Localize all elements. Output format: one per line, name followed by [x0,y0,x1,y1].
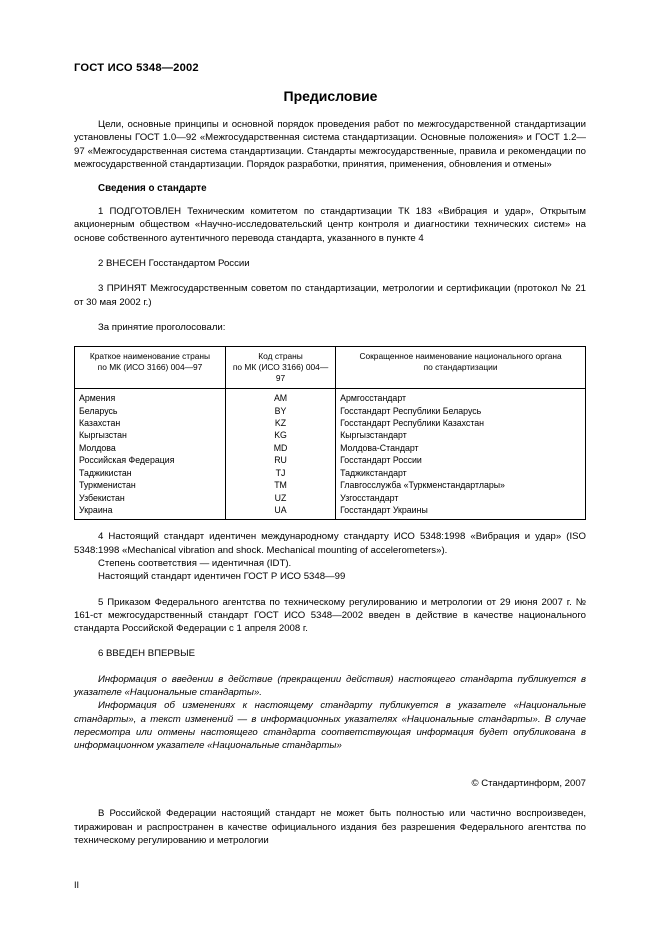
countries-table [74,346,586,520]
cell-code: UZ [225,492,335,504]
intro-paragraph: Цели, основные принципы и основной порядок проведения работ по межгосударственной стандартизации установлены ГОСТ 1.0—92 «Межгосударственная система стандартизации. Основные положения» и ГОСТ 1.2—97 «Межгосударственная система стандартизации. Стандарты межгосударственные, правила и рекомендации по межгосударственной стандартизации. Порядок разработки, принятия, применения, обновления и отмены» [74,119,586,170]
document-body [74,118,586,847]
cell-organization: Армгосстандарт [336,389,586,405]
cell-code: TM [225,479,335,491]
cell-country: Туркменистан [75,479,226,491]
column-header-organization-line1: Сокращенное наименование национального органа [359,351,562,362]
clause-6: 6 ВВЕДЕН ВПЕРВЫЕ [98,648,196,660]
cell-code: MD [225,442,335,454]
reproduction-notice: В Российской Федерации настоящий стандарт не может быть полностью или частично воспроизведен, тиражирован и распространен в качестве официального издания без разрешения Федерального агентства по техническому регулированию и метрологии [74,808,586,847]
cell-code: KZ [225,417,335,429]
cell-code: AM [225,389,335,405]
table-row [75,429,586,441]
cell-country: Узбекистан [75,492,226,504]
cell-organization: Молдова-Стандарт [336,442,586,454]
cell-code: KG [225,429,335,441]
cell-country: Армения [75,389,226,405]
cell-organization: Госстандарт Украины [336,504,586,520]
cell-country: Молдова [75,442,226,454]
note-introduction: Информация о введении в действие (прекращении действия) настоящего стандарта публикуется в указателе «Национальные стандарты». [74,673,586,698]
cell-country: Кыргызстан [75,429,226,441]
cell-organization: Госстандарт Республики Беларусь [336,405,586,417]
document-header: ГОСТ ИСО 5348—2002 [74,62,199,74]
clause-1: 1 ПОДГОТОВЛЕН Техническим комитетом по стандартизации ТК 183 «Вибрация и удар», Открытым акционерным обществом «Научно-исследовательский центр контроля и диагностики технических систем» на основе собственного аутентичного перевода стандарта, указанного в пункте 4 [74,206,586,244]
column-header-code [225,347,335,389]
column-header-organization-line2: по стандартизации [423,362,498,373]
cell-organization: Таджикстандарт [336,467,586,479]
table-row [75,467,586,479]
cell-country: Казахстан [75,417,226,429]
clause-4-line-1: 4 Настоящий стандарт идентичен международному стандарту ИСО 5348:1998 «Вибрация и удар» (ISO 5348:1998 «Mechanical vibration and shock. Mechanical mounting of accelerometers»). [74,531,586,556]
cell-country: Украина [75,504,226,520]
table-row [75,389,586,405]
clause-4-line-2: Степень соответствия — идентичная (IDT). [98,557,292,569]
table-row [75,417,586,429]
table-row [75,454,586,466]
table-header-row [75,347,586,389]
page-number: II [74,880,80,890]
column-header-country [75,347,226,389]
note-amendments: Информация об изменениях к настоящему стандарту публикуется в указателе «Национальные стандарты», а текст изменений — в информационных указателях «Национальные стандарты». В случае пересмотра или отмены настоящего стандарта соответствующая информация будет опубликована в информационном указателе «Национальные стандарты» [74,700,586,752]
section-heading-standard-info: Сведения о стандарте [98,183,207,195]
vote-intro: За принятие проголосовали: [98,321,226,333]
column-header-country-line1: Краткое наименование страны [89,351,211,362]
page-title: Предисловие [283,88,378,104]
cell-code: TJ [225,467,335,479]
cell-organization: Узгосстандарт [336,492,586,504]
cell-country: Российская Федерация [75,454,226,466]
table-row [75,504,586,520]
clause-3: 3 ПРИНЯТ Межгосударственным советом по стандартизации, метрологии и сертификации (протокол № 21 от 30 мая 2002 г.) [74,283,586,308]
cell-organization: Кыргызстандарт [336,429,586,441]
clause-4-line-3: Настоящий стандарт идентичен ГОСТ Р ИСО 5348—99 [98,571,346,583]
table-row [75,479,586,491]
cell-organization: Госстандарт России [336,454,586,466]
table-row [75,492,586,504]
table-row [75,442,586,454]
cell-organization: Госстандарт Республики Казахстан [336,417,586,429]
cell-code: UA [225,504,335,520]
table-body [75,389,586,520]
cell-code: RU [225,454,335,466]
clause-5: 5 Приказом Федерального агентства по техническому регулированию и метрологии от 29 июня 2007 г. № 161-ст межгосударственный стандарт ГОСТ ИСО 5348—2002 введен в действие в качестве национального стандарта Российской Федерации с 1 апреля 2008 г. [74,596,586,635]
cell-code: BY [225,405,335,417]
column-header-organization [336,347,586,389]
cell-country: Беларусь [75,405,226,417]
column-header-country-line2: по МК (ИСО 3166) 004—97 [97,362,203,373]
cell-organization: Главгосслужба «Туркменстандартлары» [336,479,586,491]
copyright-line: © Стандартинформ, 2007 [471,778,586,790]
table-row [75,405,586,417]
column-header-code-line2: по МК (ИСО 3166) 004—97 [232,362,329,384]
cell-country: Таджикистан [75,467,226,479]
column-header-code-line1: Код страны [258,351,303,362]
clause-2: 2 ВНЕСЕН Госстандартом России [98,258,250,270]
